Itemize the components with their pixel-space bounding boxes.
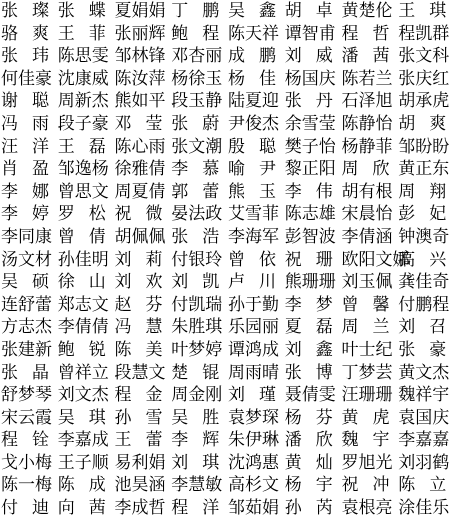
- name-cell: 周金刚: [171, 385, 223, 406]
- name-cell: 周雨晴: [228, 362, 279, 383]
- name-cell: 晏法政: [171, 204, 223, 225]
- name-cell: 王子顺: [57, 452, 109, 473]
- name-cell: 张丹: [284, 91, 347, 112]
- name-cell: 祝微: [114, 204, 177, 225]
- name-cell: 刘欢: [114, 272, 177, 293]
- name-cell: 杨国庆: [284, 68, 336, 89]
- name-cell: 殷聪: [228, 136, 290, 157]
- name-cell: 郑志文: [57, 294, 109, 315]
- name-cell: 魏祥宇: [398, 385, 450, 406]
- name-cell: 石泽旭: [341, 91, 393, 112]
- name-cell: 黄灿: [284, 452, 347, 473]
- name-cell: 彭智波: [284, 226, 336, 247]
- name-cell: 冯慧: [114, 317, 177, 338]
- name-cell: 杨徐玉: [171, 68, 223, 89]
- name-cell: 杨宇: [284, 475, 347, 496]
- name-cell: 王菲: [57, 23, 120, 44]
- name-cell: 张建新: [1, 339, 52, 360]
- name-cell: 张文科: [398, 46, 450, 67]
- name-cell: 陈美: [114, 339, 177, 360]
- name-cell: 袁根亮: [341, 498, 393, 519]
- name-cell: 刘羽鹤: [398, 452, 450, 473]
- name-cell: 陆夏迎: [228, 91, 279, 112]
- name-cell: 陈立: [398, 475, 460, 496]
- name-cell: 杨芬: [284, 407, 347, 428]
- name-cell: 周新杰: [57, 91, 109, 112]
- name-cell: 刘琪: [171, 452, 234, 473]
- name-cell: 黄正东: [398, 159, 450, 180]
- name-cell: 戈小梅: [1, 452, 52, 473]
- name-cell: 欧阳文娜: [341, 249, 410, 270]
- name-cell: 曾依: [228, 249, 290, 270]
- name-cell: 乐园丽: [228, 317, 279, 338]
- name-cell: 程洋: [171, 498, 234, 519]
- name-cell: 陈天祥: [228, 23, 279, 44]
- name-cell: 陈志雄: [284, 204, 336, 225]
- name-cell: 吴鑫: [228, 1, 290, 21]
- name-cell: 付鹏程: [398, 294, 450, 315]
- name-cell: 喻尹: [228, 159, 290, 180]
- name-cell: 程铨: [1, 430, 63, 451]
- name-cell: 潘茜: [341, 46, 404, 67]
- name-cell: 何佳豪: [1, 68, 52, 89]
- name-cell: 张玮: [1, 46, 63, 67]
- name-cell: 李成哲: [114, 498, 166, 519]
- name-cell: 高兴: [398, 249, 460, 270]
- name-cell: 骆爽: [1, 23, 63, 44]
- name-cell: 张博: [284, 362, 347, 383]
- name-cell: 刘凯: [171, 272, 234, 293]
- name-cell: 李慕: [171, 159, 234, 180]
- name-cell: 付银玲: [171, 249, 223, 270]
- name-cell: 黄楚伦: [341, 1, 393, 21]
- name-cell: 徐雅倩: [114, 159, 166, 180]
- name-cell: 赵芬: [114, 294, 177, 315]
- name-cell: 胡爽: [398, 113, 460, 134]
- name-cell: 陈心雨: [114, 136, 166, 157]
- name-cell: 汤文材: [1, 249, 52, 270]
- name-cell: 余雪莹: [284, 113, 336, 134]
- name-cell: 陈思雯: [57, 46, 109, 67]
- name-cell: 李慧敏: [171, 475, 223, 496]
- name-cell: 陈汝萍: [114, 68, 166, 89]
- name-cell: 刘瑾: [228, 385, 290, 406]
- name-cell: 鲍锐: [57, 339, 120, 360]
- name-cell: 冯雨: [1, 113, 63, 134]
- name-cell: 钟澳奇: [398, 226, 450, 247]
- name-cell: 尹俊杰: [228, 113, 279, 134]
- name-cell: 郭蕾: [171, 181, 234, 202]
- name-cell: 邓莹: [114, 113, 177, 134]
- name-cell: 程凯群: [398, 23, 450, 44]
- name-cell: 朱伊琳: [228, 430, 279, 451]
- name-cell: 李嘉成: [57, 430, 109, 451]
- name-cell: 曾馨: [341, 294, 404, 315]
- name-cell: 潘欣: [284, 430, 347, 451]
- name-cell: 陈一梅: [1, 475, 52, 496]
- name-cell: 卢川: [228, 272, 290, 293]
- name-cell: 邹茹娟: [228, 498, 279, 519]
- name-cell: 舒梦琴: [1, 385, 52, 406]
- name-cell: 叶士纪: [341, 339, 393, 360]
- name-cell: 周翔: [398, 181, 460, 202]
- name-cell: 邹林锋: [114, 46, 166, 67]
- name-cell: 夏磊: [284, 317, 347, 338]
- name-cell: 徐山: [57, 272, 120, 293]
- name-cell: 高杉文: [228, 475, 279, 496]
- name-cell: 刘鑫: [284, 339, 347, 360]
- name-cell: 邹逸杨: [57, 159, 109, 180]
- name-cell: 孙雪: [114, 407, 177, 428]
- name-cell: 李同康: [1, 226, 52, 247]
- name-cell: 罗松: [57, 204, 120, 225]
- name-cell: 夏娟娟: [114, 1, 166, 21]
- name-cell: 程金: [114, 385, 177, 406]
- name-cell: 付迪: [1, 498, 63, 519]
- name-cell: 李倩倩: [57, 317, 109, 338]
- name-cell: 李嘉嘉: [398, 430, 450, 451]
- name-cell: 周兰: [341, 317, 404, 338]
- name-cell: 聂倩雯: [284, 385, 336, 406]
- name-cell: 宋云霞: [1, 407, 52, 428]
- name-cell: 熊如平: [114, 91, 166, 112]
- name-cell: 肖盈: [1, 159, 63, 180]
- name-cell: 丁梦芸: [341, 362, 393, 383]
- name-cell: 胡承虎: [398, 91, 450, 112]
- name-cell: 樊子怡: [284, 136, 336, 157]
- name-cell: 张丽辉: [114, 23, 166, 44]
- name-cell: 沈康威: [57, 68, 109, 89]
- name-cell: 李娜: [1, 181, 63, 202]
- name-cell: 周夏倩: [114, 181, 166, 202]
- name-cell: 吴硕: [1, 272, 63, 293]
- name-cell: 宋晨怡: [341, 204, 393, 225]
- name-cell: 陈若兰: [341, 68, 393, 89]
- name-cell: 刘威: [284, 46, 347, 67]
- name-cell: 叶梦婷: [171, 339, 223, 360]
- name-cell: 张文潮: [171, 136, 223, 157]
- name-cell: 魏宇: [341, 430, 404, 451]
- name-cell: 谢聪: [1, 91, 63, 112]
- name-cell: 汪珊珊: [341, 385, 393, 406]
- name-cell: 孙于勤: [228, 294, 279, 315]
- name-cell: 吴胜: [171, 407, 234, 428]
- name-cell: 程哲: [341, 23, 404, 44]
- name-cell: 段慧文: [114, 362, 166, 383]
- name-cell: 罗旭光: [341, 452, 393, 473]
- name-cell: 吴琪: [57, 407, 120, 428]
- name-cell: 李辉: [171, 430, 234, 451]
- name-cell: 刘玉佩: [341, 272, 393, 293]
- name-cell: 王琪: [398, 1, 460, 21]
- name-cell: 黄文杰: [398, 362, 450, 383]
- name-cell: 楚锟: [171, 362, 234, 383]
- name-cell: 付凯瑞: [171, 294, 223, 315]
- name-cell: 李伟: [284, 181, 347, 202]
- name-cell: 王蕾: [114, 430, 177, 451]
- name-cell: 邓杏丽: [171, 46, 223, 67]
- name-cell: 易利娟: [114, 452, 166, 473]
- name-cell: 沈鸿惠: [228, 452, 279, 473]
- name-cell: 袁国庆: [398, 407, 450, 428]
- name-cell: 刘召: [398, 317, 460, 338]
- name-cell: 黄虎: [341, 407, 404, 428]
- name-cell: 张蔚: [171, 113, 234, 134]
- name-cell: 邹盼盼: [398, 136, 450, 157]
- name-cell: 李婷: [1, 204, 63, 225]
- name-cell: 段子豪: [57, 113, 109, 134]
- name-cell: 丁鹏: [171, 1, 234, 21]
- name-cell: 熊玉: [228, 181, 290, 202]
- name-cell: 张庆红: [398, 68, 450, 89]
- name-cell: 刘文杰: [57, 385, 109, 406]
- name-cell: 胡卓: [284, 1, 347, 21]
- name-cell: 方志杰: [1, 317, 52, 338]
- name-cell: 黎正阳: [284, 159, 336, 180]
- name-cell: 张浩: [171, 226, 234, 247]
- name-cell: 李倩涵: [341, 226, 393, 247]
- name-cell: 陈静怡: [341, 113, 393, 134]
- name-cell: 王磊: [57, 136, 120, 157]
- name-cell: 曾倩: [57, 226, 120, 247]
- name-cell: 曾思文: [57, 181, 109, 202]
- name-cell: 张晶: [1, 362, 63, 383]
- name-cell: 彭妃: [398, 204, 460, 225]
- name-cell: 成鹏: [228, 46, 290, 67]
- name-cell: 朱胜琪: [171, 317, 223, 338]
- name-cell: 龚佳奇: [398, 272, 450, 293]
- name-cell: 李海军: [228, 226, 279, 247]
- name-cell: 熊珊珊: [284, 272, 336, 293]
- name-cell: 陈成: [57, 475, 120, 496]
- name-cell: 涂佳乐: [398, 498, 450, 519]
- name-cell: 杨佳: [228, 68, 290, 89]
- name-cell: 池昊涵: [114, 475, 166, 496]
- name-cell: 艾雪菲: [228, 204, 279, 225]
- name-cell: 张蝶: [57, 1, 120, 21]
- name-cell: 杨静菲: [341, 136, 393, 157]
- name-cell: 袁梦琛: [228, 407, 279, 428]
- name-cell: 谭智甫: [284, 23, 336, 44]
- name-cell: 汪洋: [1, 136, 63, 157]
- name-cell: 祝冲: [341, 475, 404, 496]
- name-cell: 鲍程: [171, 23, 234, 44]
- name-cell: 孙芮: [284, 498, 347, 519]
- name-cell: 张豪: [398, 339, 460, 360]
- name-cell: 段玉静: [171, 91, 223, 112]
- name-cell: 连舒蕾: [1, 294, 52, 315]
- name-cell: 张璨: [1, 1, 63, 21]
- name-cell: 祝珊: [284, 249, 347, 270]
- name-cell: 胡有根: [341, 181, 393, 202]
- name-cell: 胡佩佩: [114, 226, 166, 247]
- name-cell: 李梦: [284, 294, 347, 315]
- name-cell: 曾祥立: [57, 362, 109, 383]
- name-cell: 刘莉: [114, 249, 177, 270]
- name-cell: 向茜: [57, 498, 120, 519]
- name-cell: 孙佳明: [57, 249, 109, 270]
- name-cell: 周欣: [341, 159, 404, 180]
- name-cell: 谭鸿成: [228, 339, 279, 360]
